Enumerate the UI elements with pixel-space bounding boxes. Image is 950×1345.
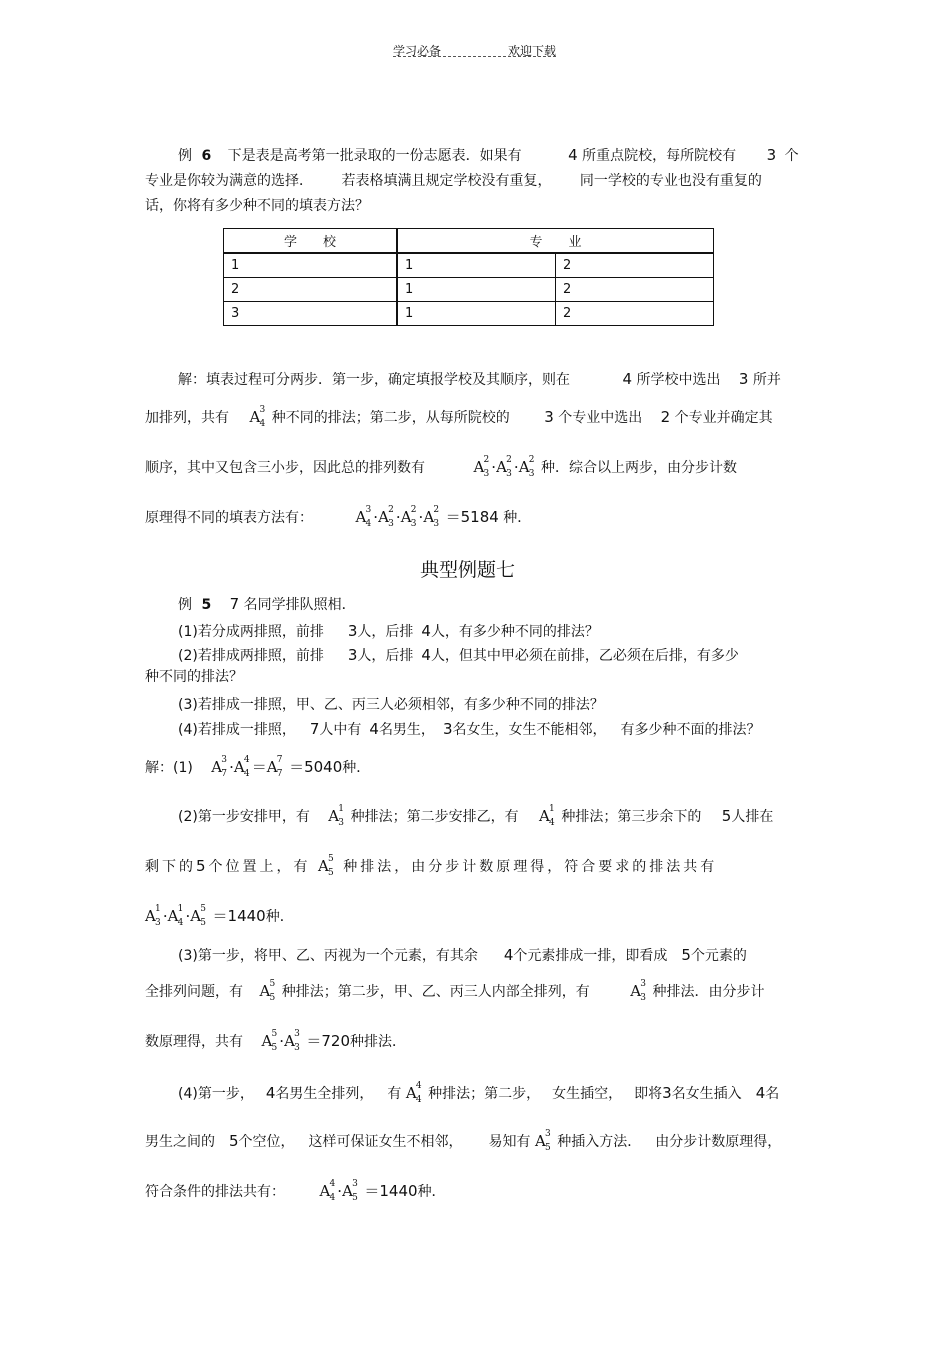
perm-product-4: A 3 4 ·A 2 3 ·A 2 3 ·A 2 3 <box>355 505 440 529</box>
ex6-text: 若表格填满且规定学校没有重复， <box>341 173 552 189</box>
ex6-num-4: 4 <box>568 146 578 164</box>
sol5-3a: (3)第一步，将甲、乙、丙视为一个元素，有其余 4个元素排成一排，即看成 5个元素的 <box>178 946 747 964</box>
sol6-line3 <box>145 455 737 479</box>
ex6-text: 专业是你较为满意的选择． <box>145 173 313 189</box>
table-row <box>224 278 714 302</box>
perm-A-4-3 <box>249 405 267 429</box>
sol6-num: 2 <box>660 408 671 426</box>
ex5-line <box>178 595 356 614</box>
result-1440: ＝1440 <box>212 907 266 925</box>
result-720: ＝720 <box>306 1032 351 1050</box>
result-1440-final: ＝1440 <box>364 1182 418 1200</box>
table-row <box>224 302 714 326</box>
ex5-label: 例 <box>178 597 192 613</box>
sol6-text: 个专业中选出 <box>558 410 643 426</box>
table-row <box>224 253 714 278</box>
sol6-num: 3 <box>544 408 554 426</box>
sol6-text: 种．综合以上两步，由分步计数 <box>541 460 737 476</box>
preference-table <box>223 228 714 326</box>
sol5-3b: 全排列问题，有 A 5 5 种排法；第二步，甲、乙、丙三人内部全排列，有 A 3 3 种排法．由分步计 <box>145 979 765 1003</box>
header-major: 专 业 <box>397 229 714 254</box>
header-divider <box>393 56 556 57</box>
ex5-q2: (2)若排成两排照，前排 3人，后排 4人，但其中甲必须在前排，乙必须在后排，有多少 <box>178 646 739 664</box>
sol6-text: 个专业并确定其 <box>674 410 773 426</box>
sol6-num: 3 <box>738 370 749 388</box>
ex6-text: 个 <box>784 148 799 164</box>
sol6-text: 加排列，共有 <box>145 410 229 426</box>
sol5-4b: 男生之间的 5个空位， 这样可保证女生不相邻， 易知有 A 3 5 种插入方法． 由分步计数原理得， <box>145 1129 782 1153</box>
table-header-row <box>224 229 714 254</box>
sol6-text: 所学校中选出 <box>636 372 721 388</box>
section-title: 典型例题七 <box>420 559 516 581</box>
sol6-num: 4 <box>622 370 632 388</box>
sol6-line4 <box>145 505 532 529</box>
header-left: 学习必备 <box>393 44 442 58</box>
ex5-q4: (4)若排成一排照， 7人中有 4名男生， 3名女生，女生不能相邻， 有多少种不面的排法？ <box>178 720 761 738</box>
sol6-text: 种． <box>503 510 532 526</box>
perm-sub: 4 <box>259 419 266 429</box>
ex6-line2 <box>145 172 762 190</box>
sol5-4a: (4)第一步， 4名男生全排列， 有 A 4 4 种排法；第二步， 女生插空， 即将3名女生插入 4名 <box>178 1081 780 1105</box>
sol6-text: 顺序，其中又包含三小步，因此总的排列数有 <box>145 460 425 476</box>
cell-school: 2 <box>224 278 398 302</box>
cell-school: 1 <box>224 253 398 278</box>
sol6-line1 <box>178 370 781 389</box>
sol6-text: 种不同的排法；第二步，从每所院校的 <box>271 410 510 426</box>
ex6-label: 例 <box>178 148 192 164</box>
ex5-q3: (3)若排成一排照，甲、乙、丙三人必须相邻，有多少种不同的排法？ <box>178 697 604 713</box>
cell-major-1: 1 <box>397 253 556 278</box>
ex5-num-7: 7 <box>229 595 240 613</box>
perm-product-3: A 2 3 ·A 2 3 ·A 2 3 <box>473 455 535 479</box>
ex6-text: 所重点院校，每所院校有 <box>582 148 737 164</box>
sol5-2c: A 1 3 ·A 1 4 ·A 5 5 ＝1440种． <box>145 904 294 928</box>
sol6-text: 解：填表过程可分两步．第一步，确定填报学校及其顺序，则在 <box>178 372 570 388</box>
ex5-num: 5 <box>201 597 212 613</box>
result-5040: ＝5040 <box>289 758 343 776</box>
cell-major-1: 1 <box>397 278 556 302</box>
ex6-text: 同一学校的专业也没有重复的 <box>579 173 762 189</box>
ex6-num-3: 3 <box>766 146 777 164</box>
ex6-line3: 话，你将有多少种不同的填表方法？ <box>145 198 369 214</box>
ex5-q2-cont: 种不同的排法？ <box>145 669 243 685</box>
sol5-2a: (2)第一步安排甲，有 A 1 3 种排法；第二步安排乙，有 A 1 4 种排法；第三步余下的 5人排在 <box>178 804 774 828</box>
perm-expr: A 3 7 ·A 4 4 ＝A 7 7 <box>211 755 283 779</box>
sol5-1: 解：(1) A 3 7 ·A 4 4 ＝A 7 7 ＝5040种． <box>145 755 371 779</box>
ex6-text: 下是表是高考第一批录取的一份志愿表．如果有 <box>227 148 522 164</box>
sol6-text: 所并 <box>752 372 781 388</box>
sol5-text: 解：(1) <box>145 760 193 776</box>
perm-letter: A <box>249 408 261 426</box>
ex5-text: 名同学排队照相． <box>243 597 356 613</box>
sol6-text: 原理得不同的填表方法有： <box>145 510 313 526</box>
cell-major-2: 2 <box>556 278 714 302</box>
ex5-q1: (1)若分成两排照，前排 3人，后排 4人，有多少种不同的排法？ <box>178 622 599 640</box>
sol5-3c: 数原理得，共有 A 5 5 ·A 3 3 ＝720种排法． <box>145 1029 407 1053</box>
result-5184: ＝5184 <box>445 508 499 526</box>
header-right: 欢迎下载 <box>508 44 557 58</box>
header-school: 学 校 <box>224 229 398 254</box>
ex6-line1 <box>178 146 799 165</box>
cell-major-1: 1 <box>397 302 556 326</box>
sol5-2b: 剩下的5个位置上，有 A 5 5 种排法，由分步计数原理得，符合要求的排法共有 <box>145 854 718 878</box>
cell-major-2: 2 <box>556 302 714 326</box>
cell-school: 3 <box>224 302 398 326</box>
sol6-line2 <box>145 405 773 429</box>
perm-sup: 3 <box>259 405 266 415</box>
sol5-4c: 符合条件的排法共有： A 4 4 ·A 3 5 ＝1440种． <box>145 1179 446 1203</box>
cell-major-2: 2 <box>556 253 714 278</box>
ex6-num: 6 <box>201 148 212 164</box>
